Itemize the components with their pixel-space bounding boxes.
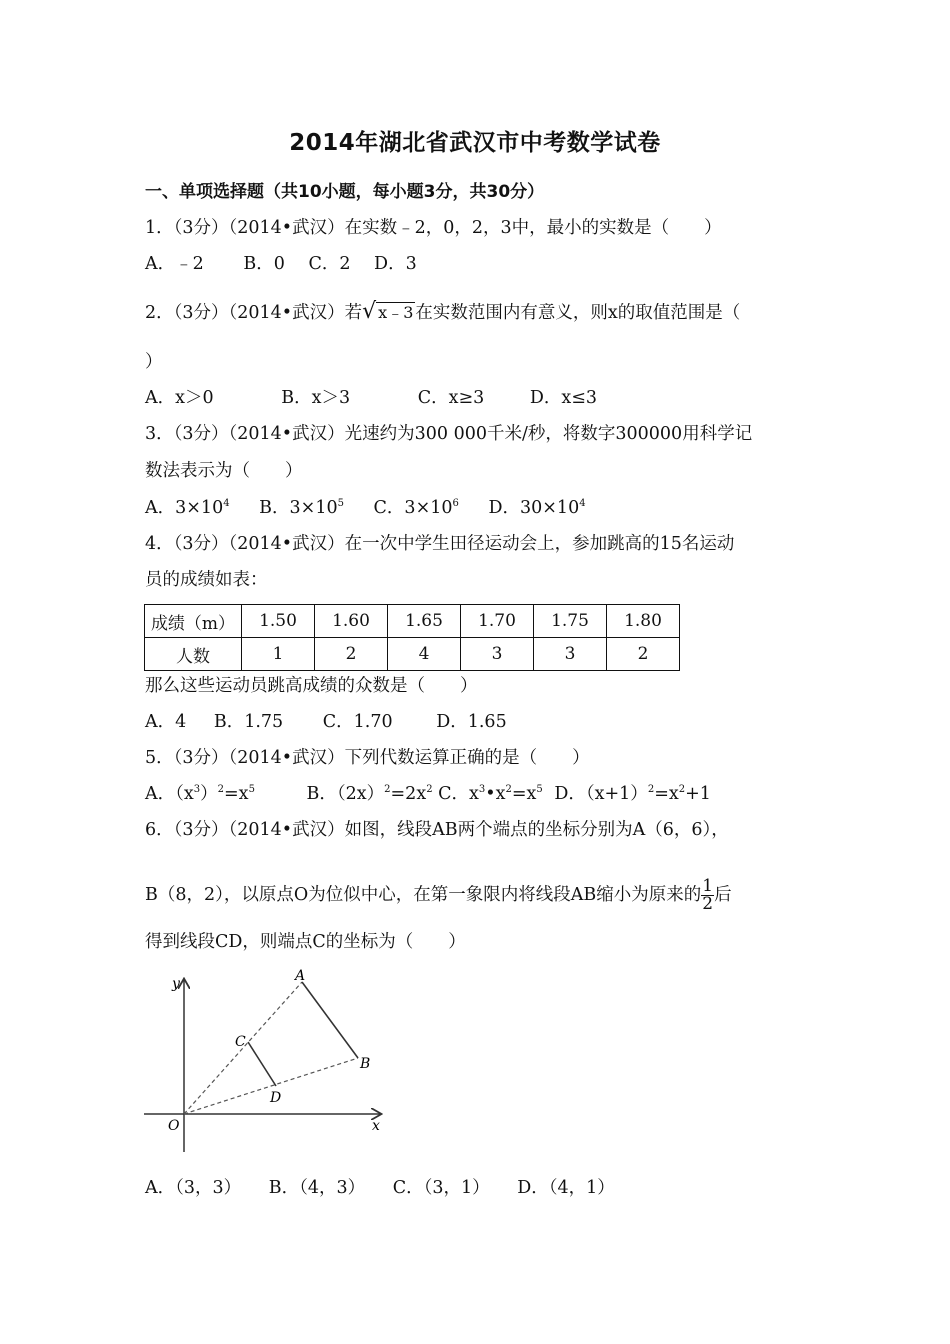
q6-option-b[interactable]: B．（4，3） xyxy=(268,1178,366,1198)
table-header-cell: 人数 xyxy=(145,638,242,671)
coordinate-figure xyxy=(140,968,390,1154)
q3-option-b[interactable] xyxy=(259,496,344,520)
q5-c-part: C．x xyxy=(438,784,479,804)
table-cell: 1 xyxy=(242,638,315,671)
q4-option-c[interactable]: C．1.70 xyxy=(322,712,393,732)
score-table xyxy=(144,604,680,671)
q3-stem-line1: 3．（3分）（2014•武汉）光速约为300 000千米/秒，将数字300000用科学记 xyxy=(145,424,753,444)
page-title: 2014年湖北省武汉市中考数学试卷 xyxy=(289,130,661,156)
q5-a-part: A．（x xyxy=(145,784,194,804)
q3-option-c[interactable] xyxy=(374,496,459,520)
q2-options xyxy=(145,386,597,410)
q3-option-d-exp: 4 xyxy=(579,498,586,510)
q5-a-part: ） xyxy=(200,784,218,804)
q2-stem-post: 在实数范围内有意义，则x的取值范围是（ xyxy=(415,303,741,323)
table-cell: 4 xyxy=(388,638,461,671)
q5-a-exp: 5 xyxy=(248,784,255,796)
q1-options xyxy=(145,252,417,276)
q2-option-c[interactable]: C．x≥3 xyxy=(417,388,485,408)
q6-stem-line2-end: 后 xyxy=(714,885,732,905)
section-heading: 一、单项选择题（共10小题，每小题3分，共30分） xyxy=(145,182,545,202)
point-c-label: C xyxy=(235,1034,246,1050)
point-b-label: B xyxy=(360,1056,371,1072)
q6-option-a[interactable]: A．（3，3） xyxy=(145,1178,242,1198)
q5-option-c[interactable] xyxy=(438,782,543,806)
q5-a-exp: 2 xyxy=(217,784,225,796)
q1-option-c[interactable]: C．2 xyxy=(308,254,351,274)
table-row xyxy=(145,638,680,671)
y-axis-label: y xyxy=(172,976,180,992)
sqrt-radicand: x﹣3 xyxy=(378,303,414,322)
table-cell: 1.65 xyxy=(388,605,461,638)
table-cell: 1.50 xyxy=(242,605,315,638)
sqrt-expression xyxy=(362,300,415,325)
q3-option-c-base: C．3×10 xyxy=(373,498,453,518)
q5-options xyxy=(145,782,711,806)
q5-option-d[interactable] xyxy=(554,782,711,806)
q2-option-a[interactable]: A．x＞0 xyxy=(145,388,214,408)
table-cell: 1.60 xyxy=(315,605,388,638)
q5-c-part: =x xyxy=(511,784,537,804)
q4-option-d[interactable]: D．1.65 xyxy=(436,712,507,732)
q3-option-b-exp: 5 xyxy=(337,498,344,510)
q6-stem-line1: 6．（3分）（2014•武汉）如图，线段AB两个端点的坐标分别为A（6，6）， xyxy=(145,820,729,840)
point-a-label: A xyxy=(295,968,306,984)
q5-d-part: =x xyxy=(654,784,679,804)
fraction-numerator: 1 xyxy=(702,876,714,896)
q5-d-part: D．（x+1） xyxy=(554,784,648,804)
q6-stem-line3: 得到线段CD，则端点C的坐标为（ ） xyxy=(145,932,466,952)
q3-option-a-exp: 4 xyxy=(223,498,230,510)
table-cell: 3 xyxy=(534,638,607,671)
table-cell: 2 xyxy=(607,638,680,671)
origin-label: O xyxy=(168,1118,180,1134)
q3-option-a-base: A．3×10 xyxy=(145,498,224,518)
q3-stem-line2: 数法表示为（ ） xyxy=(145,461,303,481)
segment-ab xyxy=(302,982,358,1058)
table-cell: 1.70 xyxy=(461,605,534,638)
q3-option-b-base: B．3×10 xyxy=(259,498,338,518)
q3-option-d[interactable] xyxy=(488,496,585,520)
q5-b-part: =2x xyxy=(390,784,427,804)
q1-option-b[interactable]: B．0 xyxy=(243,254,285,274)
q5-b-exp: 2 xyxy=(426,784,433,796)
q4-option-b[interactable]: B．1.75 xyxy=(213,712,284,732)
point-d-label: D xyxy=(270,1090,282,1106)
q5-option-b[interactable] xyxy=(307,782,433,806)
q5-option-a[interactable] xyxy=(145,782,255,806)
fraction-one-half xyxy=(701,878,714,913)
q2-option-b[interactable]: B．x＞3 xyxy=(281,388,351,408)
fraction-denominator: 2 xyxy=(702,894,714,914)
q6-stem-line2 xyxy=(145,878,732,913)
q1-option-a[interactable]: A．﹣2 xyxy=(145,254,204,274)
segment-cd xyxy=(248,1042,276,1086)
q4-stem-line1: 4．（3分）（2014•武汉）在一次中学生田径运动会上，参加跳高的15名运动 xyxy=(145,534,735,554)
q3-option-c-exp: 6 xyxy=(452,498,459,510)
q5-c-part: •x xyxy=(485,784,506,804)
table-cell: 1.75 xyxy=(534,605,607,638)
table-header-cell: 成绩（m） xyxy=(145,605,242,638)
q4-options xyxy=(145,710,507,734)
q2-stem-close: ） xyxy=(145,352,163,372)
q3-option-a[interactable] xyxy=(145,496,230,520)
q5-c-exp: 5 xyxy=(536,784,543,796)
q5-stem: 5．（3分）（2014•武汉）下列代数运算正确的是（ ） xyxy=(145,748,590,768)
q1-option-d[interactable]: D．3 xyxy=(374,254,417,274)
q3-option-d-base: D．30×10 xyxy=(488,498,580,518)
q5-b-part: B．（2x） xyxy=(306,784,385,804)
q2-stem xyxy=(145,300,740,325)
table-cell: 2 xyxy=(315,638,388,671)
q5-a-exp: 3 xyxy=(193,784,201,796)
q3-options xyxy=(145,496,586,520)
q6-option-d[interactable]: D．（4，1） xyxy=(517,1178,615,1198)
sqrt-symbol: √ xyxy=(362,299,377,324)
table-cell: 3 xyxy=(461,638,534,671)
q5-b-exp: 2 xyxy=(384,784,391,796)
q6-options xyxy=(145,1176,615,1200)
q6-stem-line2-text: B（8，2），以原点O为位似中心，在第一象限内将线段AB缩小为原来的 xyxy=(145,885,702,905)
q4-after-table: 那么这些运动员跳高成绩的众数是（ ） xyxy=(145,676,478,696)
table-row xyxy=(145,605,680,638)
q4-option-a[interactable]: A．4 xyxy=(145,712,187,732)
q5-c-exp: 2 xyxy=(505,784,512,796)
q6-option-c[interactable]: C．（3，1） xyxy=(392,1178,490,1198)
q1-stem: 1．（3分）（2014•武汉）在实数﹣2，0，2，3中，最小的实数是（ ） xyxy=(145,218,722,238)
q5-d-exp: 2 xyxy=(647,784,655,796)
q2-option-d[interactable]: D．x≤3 xyxy=(529,388,598,408)
q5-d-part: +1 xyxy=(685,784,711,804)
q2-stem-pre: 2．（3分）（2014•武汉）若 xyxy=(145,303,363,323)
q5-a-part: =x xyxy=(224,784,249,804)
x-axis-label: x xyxy=(372,1118,380,1134)
q5-d-exp: 2 xyxy=(678,784,686,796)
q5-c-exp: 3 xyxy=(478,784,486,796)
table-cell: 1.80 xyxy=(607,605,680,638)
q4-stem-line2: 员的成绩如表： xyxy=(145,570,268,590)
